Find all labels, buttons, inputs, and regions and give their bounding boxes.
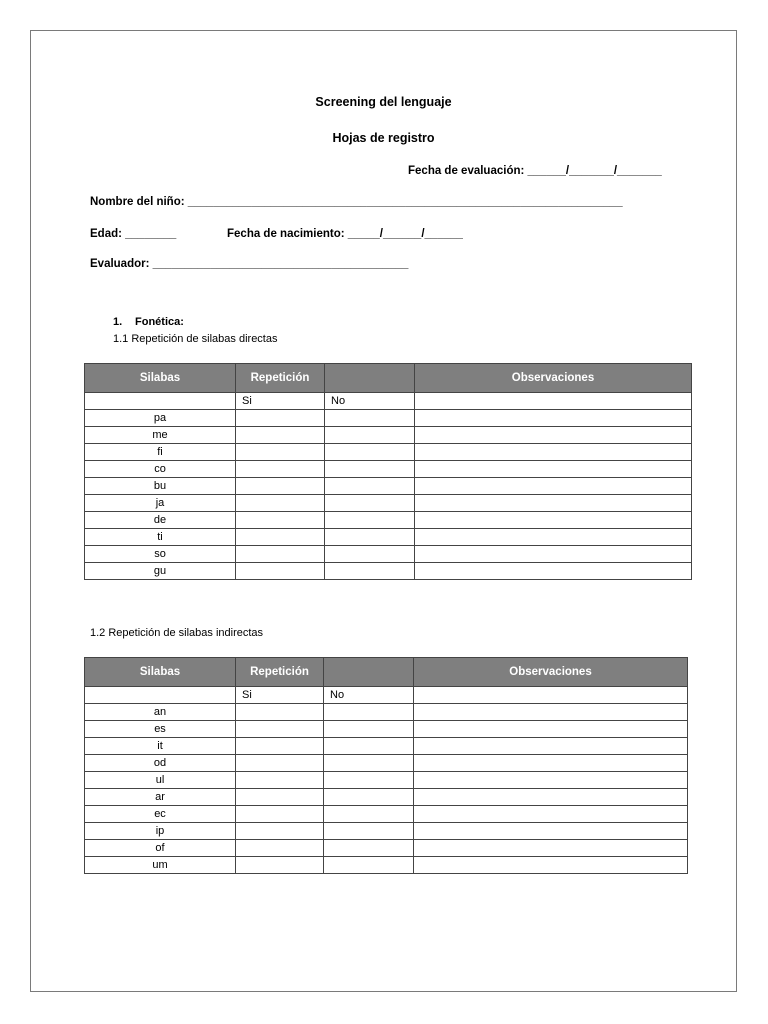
syllable-cell: ja	[85, 495, 236, 512]
syllable-cell: gu	[85, 563, 236, 580]
table-subheader-row	[85, 687, 688, 704]
syllable-cell: um	[85, 857, 236, 874]
table-row	[85, 772, 688, 789]
si-cell[interactable]	[236, 806, 324, 823]
birth-date-field: Fecha de nacimiento: _____/______/______	[227, 228, 463, 240]
si-cell[interactable]	[236, 704, 324, 721]
header-silabas: Silabas	[85, 658, 236, 687]
syllable-cell: ul	[85, 772, 236, 789]
table-row	[85, 789, 688, 806]
observaciones-cell[interactable]	[414, 755, 688, 772]
no-cell[interactable]	[325, 546, 415, 563]
document-page	[30, 30, 737, 992]
table-row	[85, 461, 692, 478]
syllable-cell: bu	[85, 478, 236, 495]
table-row	[85, 478, 692, 495]
table-row	[85, 495, 692, 512]
observaciones-cell[interactable]	[415, 546, 692, 563]
si-cell[interactable]	[236, 840, 324, 857]
no-cell[interactable]	[325, 410, 415, 427]
si-cell[interactable]	[236, 755, 324, 772]
table-cell	[85, 687, 236, 704]
table-row	[85, 721, 688, 738]
syllable-cell: od	[85, 755, 236, 772]
syllable-cell: es	[85, 721, 236, 738]
observaciones-cell[interactable]	[415, 410, 692, 427]
syllable-cell: de	[85, 512, 236, 529]
section-label: Fonética:	[135, 316, 184, 328]
si-cell[interactable]	[236, 823, 324, 840]
table-header-row	[85, 658, 688, 687]
table-row	[85, 529, 692, 546]
no-cell[interactable]	[325, 461, 415, 478]
observaciones-cell[interactable]	[415, 529, 692, 546]
syllable-cell: me	[85, 427, 236, 444]
table-cell	[415, 393, 692, 410]
observaciones-cell[interactable]	[415, 427, 692, 444]
si-cell[interactable]	[236, 546, 325, 563]
si-cell[interactable]	[236, 461, 325, 478]
table-row	[85, 512, 692, 529]
observaciones-cell[interactable]	[414, 823, 688, 840]
header-observaciones: Observaciones	[415, 364, 692, 393]
header-no: No	[324, 687, 414, 704]
si-cell[interactable]	[236, 495, 325, 512]
table-header-row	[85, 364, 692, 393]
page-subtitle: Hojas de registro	[332, 131, 435, 145]
table-row	[85, 840, 688, 857]
si-cell[interactable]	[236, 529, 325, 546]
observaciones-cell[interactable]	[414, 789, 688, 806]
si-cell[interactable]	[236, 563, 325, 580]
si-cell[interactable]	[236, 444, 325, 461]
section-heading-fonetica	[113, 316, 184, 328]
observaciones-cell[interactable]	[414, 857, 688, 874]
observaciones-cell[interactable]	[415, 444, 692, 461]
table-cell	[414, 687, 688, 704]
no-cell[interactable]	[325, 444, 415, 461]
table-row	[85, 755, 688, 772]
no-cell[interactable]	[324, 772, 414, 789]
syllable-cell: pa	[85, 410, 236, 427]
observaciones-cell[interactable]	[414, 840, 688, 857]
table-row	[85, 427, 692, 444]
no-cell[interactable]	[324, 755, 414, 772]
header-repeticion: Repetición	[236, 658, 324, 687]
header-silabas: Silabas	[85, 364, 236, 393]
syllable-cell: ti	[85, 529, 236, 546]
observaciones-cell[interactable]	[414, 704, 688, 721]
observaciones-cell[interactable]	[414, 721, 688, 738]
no-cell[interactable]	[325, 512, 415, 529]
age-field: Edad: ________	[90, 228, 177, 240]
si-cell[interactable]	[236, 772, 324, 789]
table-row	[85, 823, 688, 840]
no-cell[interactable]	[324, 857, 414, 874]
syllable-cell: co	[85, 461, 236, 478]
observaciones-cell[interactable]	[414, 772, 688, 789]
no-cell[interactable]	[324, 721, 414, 738]
subsection-heading-directas: 1.1 Repetición de silabas directas	[113, 333, 278, 345]
syllable-cell: ip	[85, 823, 236, 840]
no-cell[interactable]	[324, 704, 414, 721]
observaciones-cell[interactable]	[414, 738, 688, 755]
table-row	[85, 563, 692, 580]
observaciones-cell[interactable]	[415, 512, 692, 529]
table-cell	[85, 393, 236, 410]
table-silabas-indirectas	[84, 657, 688, 874]
evaluation-date-field: Fecha de evaluación: ______/_______/_______	[408, 165, 662, 177]
si-cell[interactable]	[236, 738, 324, 755]
subsection-heading-indirectas: 1.2 Repetición de silabas indirectas	[90, 627, 264, 639]
section-number: 1.	[113, 316, 123, 328]
si-cell[interactable]	[236, 857, 324, 874]
syllable-cell: fi	[85, 444, 236, 461]
page-title: Screening del lenguaje	[315, 95, 452, 109]
table-row	[85, 738, 688, 755]
si-cell[interactable]	[236, 410, 325, 427]
header-repeticion: Repetición	[236, 364, 325, 393]
evaluator-field: Evaluador: ________________________________________	[90, 258, 409, 270]
si-cell[interactable]	[236, 721, 324, 738]
table-row	[85, 806, 688, 823]
syllable-cell: it	[85, 738, 236, 755]
no-cell[interactable]	[324, 738, 414, 755]
header-no: No	[325, 393, 415, 410]
no-cell[interactable]	[324, 823, 414, 840]
header-blank	[325, 364, 415, 393]
no-cell[interactable]	[325, 478, 415, 495]
observaciones-cell[interactable]	[415, 495, 692, 512]
syllable-cell: an	[85, 704, 236, 721]
table-subheader-row	[85, 393, 692, 410]
si-cell[interactable]	[236, 478, 325, 495]
no-cell[interactable]	[324, 806, 414, 823]
no-cell[interactable]	[325, 529, 415, 546]
no-cell[interactable]	[325, 427, 415, 444]
header-observaciones: Observaciones	[414, 658, 688, 687]
syllable-cell: ec	[85, 806, 236, 823]
observaciones-cell[interactable]	[415, 461, 692, 478]
table-row	[85, 704, 688, 721]
syllable-cell: so	[85, 546, 236, 563]
observaciones-cell[interactable]	[415, 478, 692, 495]
syllable-cell: of	[85, 840, 236, 857]
header-blank	[324, 658, 414, 687]
child-name-field: Nombre del niño: ____________________________________________________________________	[90, 196, 623, 208]
table-row	[85, 444, 692, 461]
table-row	[85, 410, 692, 427]
observaciones-cell[interactable]	[415, 563, 692, 580]
no-cell[interactable]	[325, 495, 415, 512]
no-cell[interactable]	[324, 840, 414, 857]
table-silabas-directas	[84, 363, 692, 580]
table-row	[85, 857, 688, 874]
no-cell[interactable]	[325, 563, 415, 580]
syllable-cell: ar	[85, 789, 236, 806]
header-si: Si	[236, 687, 324, 704]
si-cell[interactable]	[236, 512, 325, 529]
table-row	[85, 546, 692, 563]
si-cell[interactable]	[236, 427, 325, 444]
header-si: Si	[236, 393, 325, 410]
si-cell[interactable]	[236, 789, 324, 806]
no-cell[interactable]	[324, 789, 414, 806]
observaciones-cell[interactable]	[414, 806, 688, 823]
